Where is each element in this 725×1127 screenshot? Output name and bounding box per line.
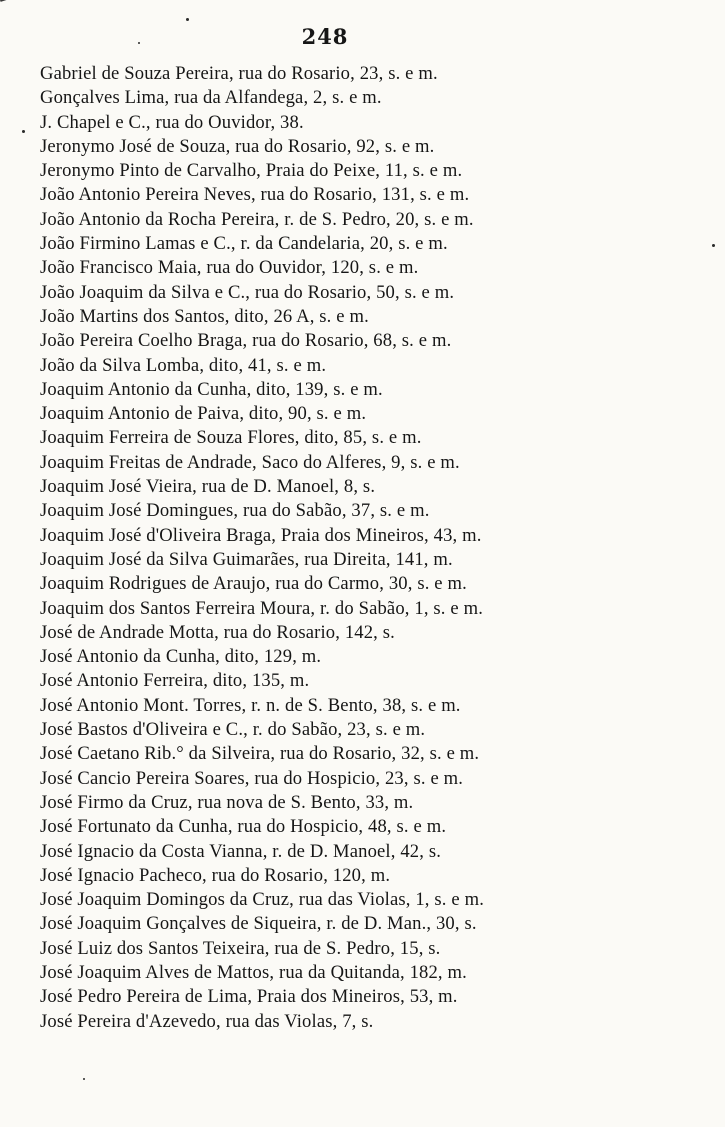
directory-entry: João Martins dos Santos, dito, 26 A, s. e m. [40, 305, 369, 327]
directory-entry: Joaquim José Domingues, rua do Sabão, 37, s. e m. [40, 500, 430, 522]
directory-entry: J. Chapel e C., rua do Ouvidor, 38. [40, 111, 304, 133]
directory-entry: João Antonio Pereira Neves, rua do Rosario, 131, s. e m. [40, 184, 470, 206]
directory-entry: José de Andrade Motta, rua do Rosario, 142, s. [40, 621, 395, 643]
directory-entry: Joaquim José da Silva Guimarães, rua Direita, 141, m. [40, 548, 453, 570]
ink-speck [22, 130, 25, 133]
directory-entry: João da Silva Lomba, dito, 41, s. e m. [40, 354, 327, 376]
directory-entry: Joaquim José Vieira, rua de D. Manoel, 8, s. [40, 476, 376, 498]
directory-entry: José Joaquim Alves de Mattos, rua da Quitanda, 182, m. [40, 961, 467, 983]
directory-entry: Joaquim Antonio da Cunha, dito, 139, s. e m. [40, 378, 383, 400]
ink-speck [186, 18, 189, 21]
directory-entry: José Firmo da Cruz, rua nova de S. Bento, 33, m. [40, 791, 414, 813]
directory-entry: Joaquim Freitas de Andrade, Saco do Alferes, 9, s. e m. [40, 451, 460, 473]
directory-entry: José Antonio Mont. Torres, r. n. de S. Bento, 38, s. e m. [40, 694, 461, 716]
directory-entry: João Joaquim da Silva e C., rua do Rosario, 50, s. e m. [40, 281, 455, 303]
directory-entry: José Fortunato da Cunha, rua do Hospicio, 48, s. e m. [40, 816, 447, 838]
directory-entry: José Ignacio Pacheco, rua do Rosario, 120, m. [40, 864, 391, 886]
directory-entry: Joaquim Ferreira de Souza Flores, dito, 85, s. e m. [40, 427, 422, 449]
directory-entry: João Antonio da Rocha Pereira, r. de S. Pedro, 20, s. e m. [40, 208, 474, 230]
directory-entry: João Francisco Maia, rua do Ouvidor, 120, s. e m. [40, 257, 419, 279]
directory-entry: José Joaquim Gonçalves de Siqueira, r. de D. Man., 30, s. [40, 913, 477, 935]
directory-entry: Joaquim José d'Oliveira Braga, Praia dos Mineiros, 43, m. [40, 524, 482, 546]
directory-entry: João Firmino Lamas e C., r. da Candelaria, 20, s. e m. [40, 233, 448, 255]
directory-entry: José Ignacio da Costa Vianna, r. de D. Manoel, 42, s. [40, 840, 442, 862]
directory-entry: Jeronymo José de Souza, rua do Rosario, 92, s. e m. [40, 135, 435, 157]
directory-entry: José Joaquim Domingos da Cruz, rua das Violas, 1, s. e m. [40, 889, 484, 911]
ink-speck [83, 1078, 85, 1080]
directory-entry: Gabriel de Souza Pereira, rua do Rosario, 23, s. e m. [40, 63, 438, 84]
directory-entry: Gonçalves Lima, rua da Alfandega, 2, s. e m. [40, 87, 382, 109]
directory-entry: José Bastos d'Oliveira e C., r. do Sabão, 23, s. e m. [40, 719, 426, 741]
directory-entry: José Antonio Ferreira, dito, 135, m. [40, 670, 310, 692]
directory-entry: José Cancio Pereira Soares, rua do Hospicio, 23, s. e m. [40, 767, 464, 789]
directory-entry: José Caetano Rib.° da Silveira, rua do Rosario, 32, s. e m. [40, 743, 480, 765]
directory-entry: Joaquim Antonio de Paiva, dito, 90, s. e m. [40, 403, 367, 425]
page-number: 248 [301, 24, 349, 49]
directory-entry: Joaquim dos Santos Ferreira Moura, r. do Sabão, 1, s. e m. [40, 597, 484, 619]
directory-entry: José Pereira d'Azevedo, rua das Violas, 7, s. [40, 1010, 374, 1032]
directory-entry: João Pereira Coelho Braga, rua do Rosario, 68, s. e m. [40, 330, 452, 352]
directory-entry: José Luiz dos Santos Teixeira, rua de S. Pedro, 15, s. [40, 937, 441, 959]
directory-entry: Jeronymo Pinto de Carvalho, Praia do Peixe, 11, s. e m. [40, 160, 463, 182]
directory-entries [40, 62, 640, 1034]
ink-mark [0, 0, 26, 10]
directory-entry: José Antonio da Cunha, dito, 129, m. [40, 646, 322, 668]
directory-entry: Joaquim Rodrigues de Araujo, rua do Carmo, 30, s. e m. [40, 573, 467, 595]
ink-speck [712, 244, 715, 247]
directory-entry: José Pedro Pereira de Lima, Praia dos Mineiros, 53, m. [40, 986, 458, 1008]
